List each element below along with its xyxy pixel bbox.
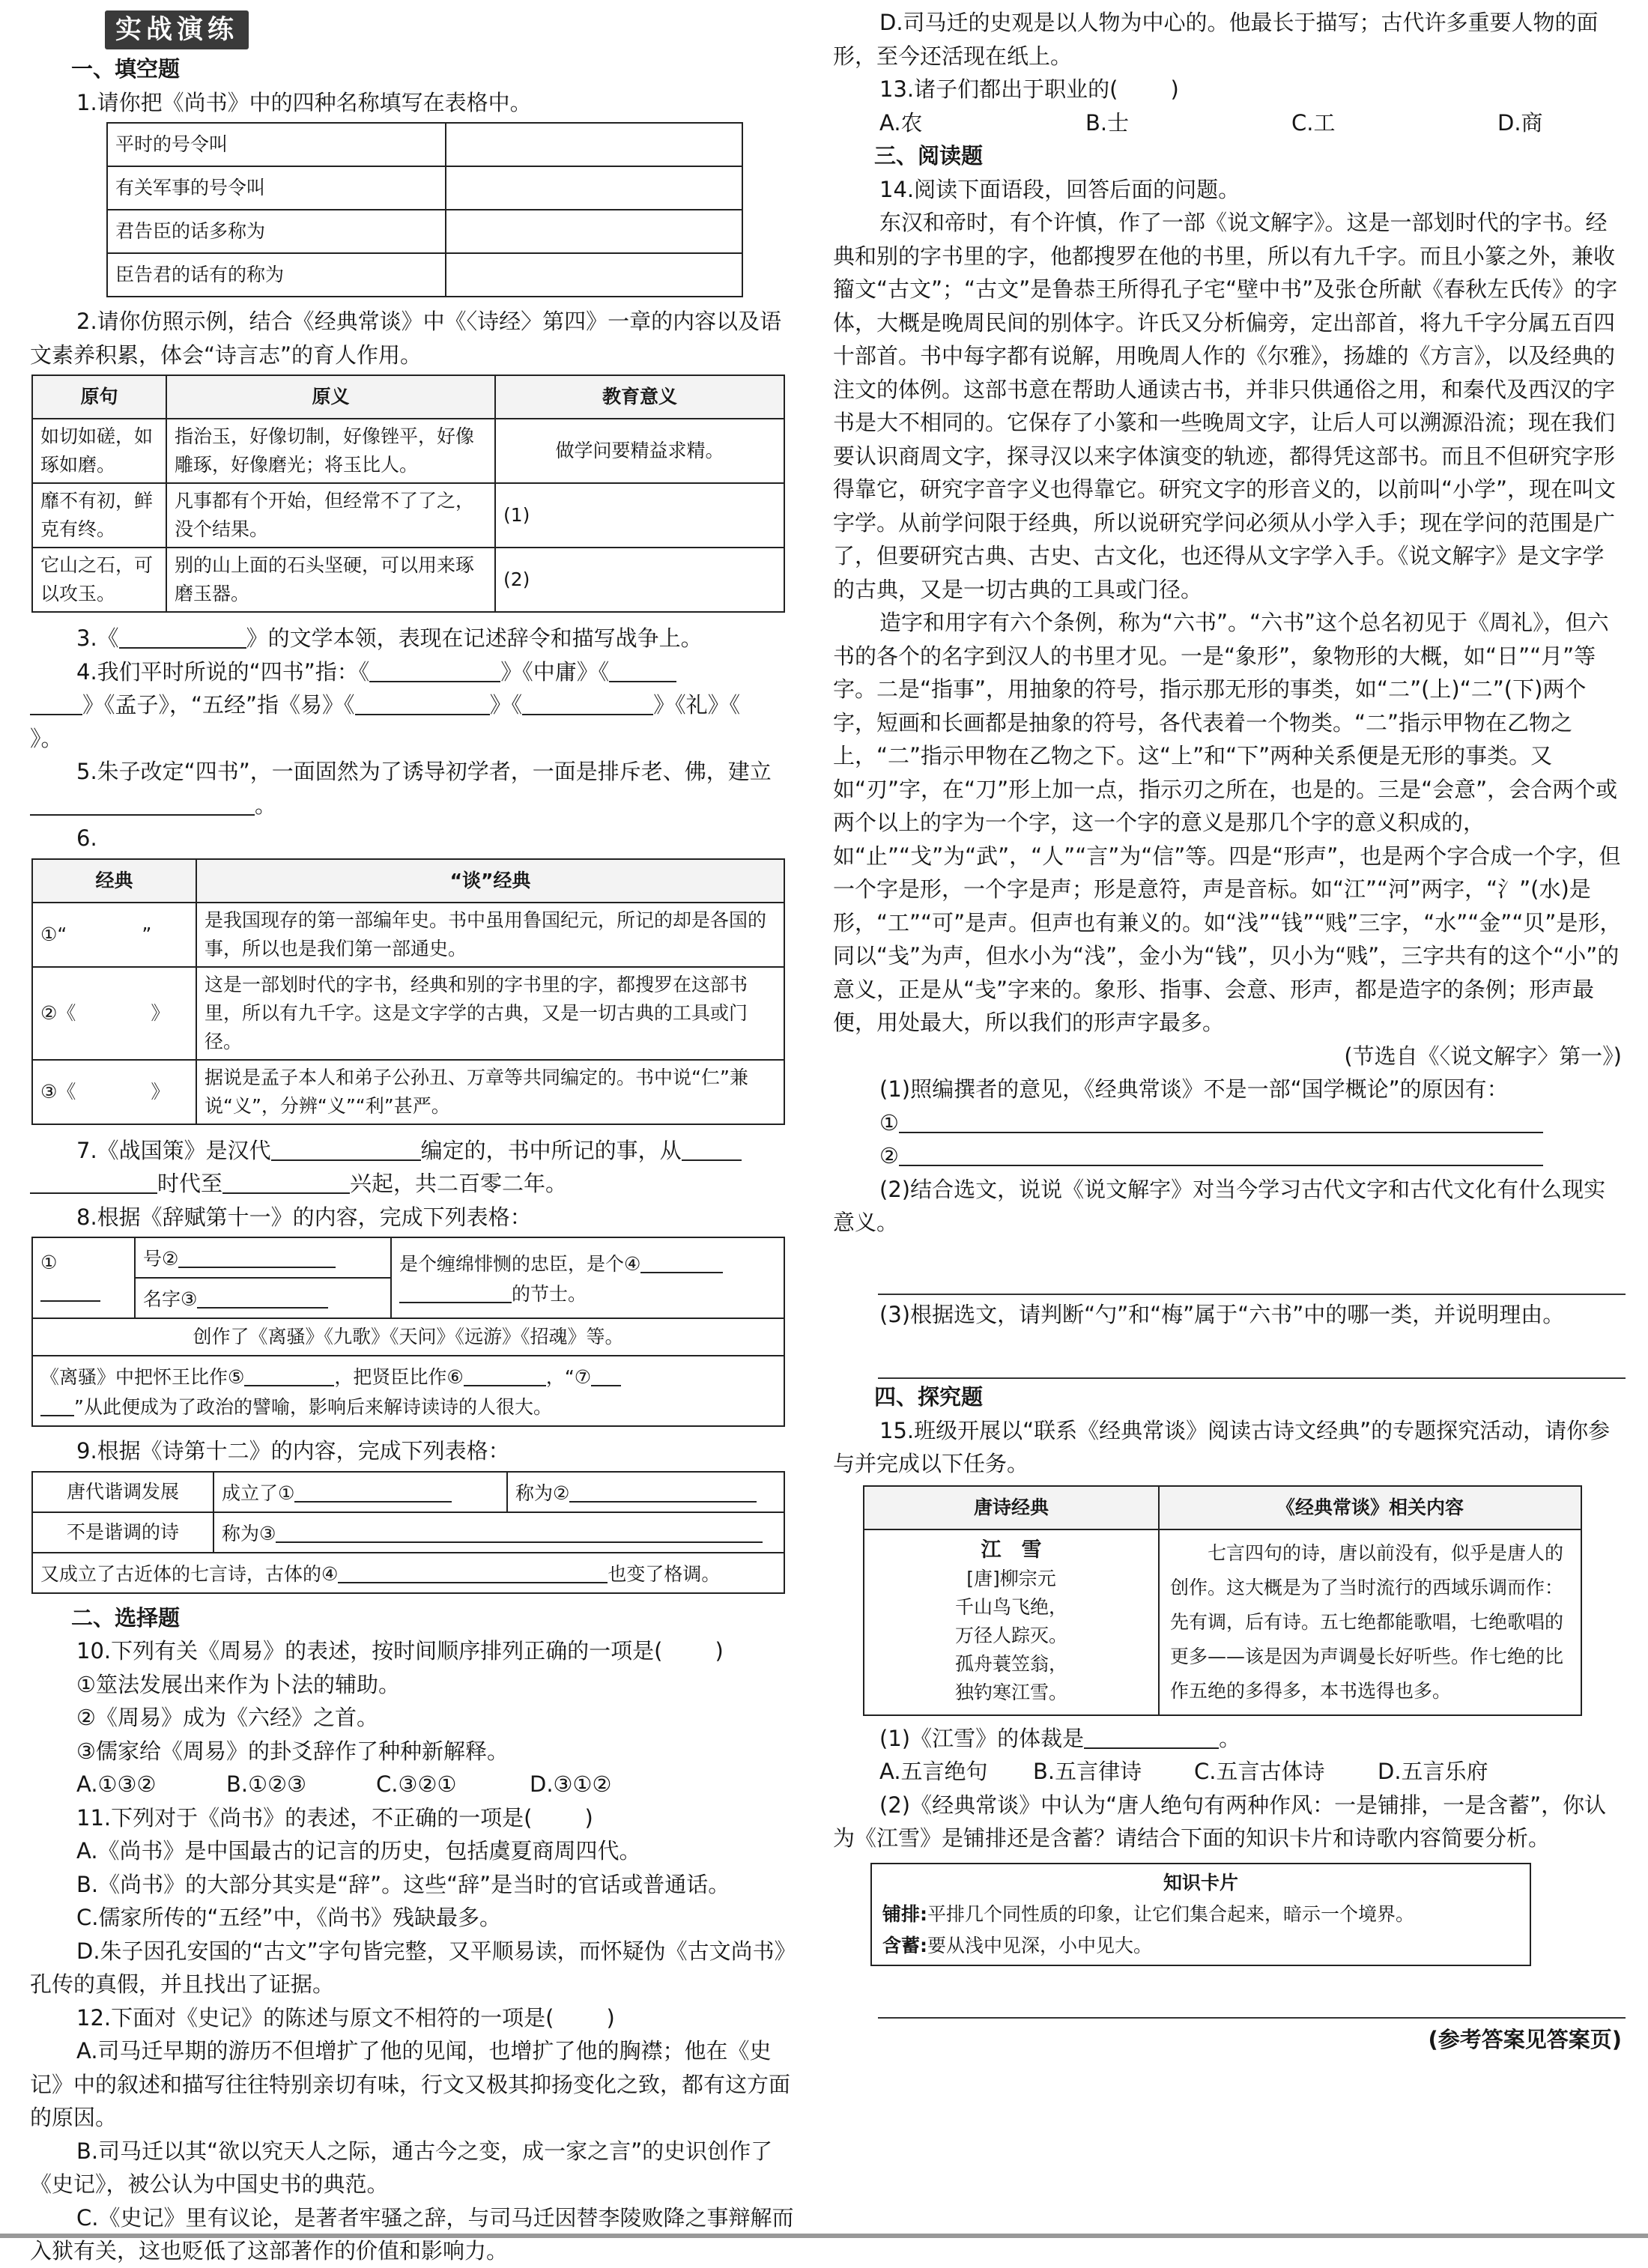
q12-close: ): [606, 2004, 615, 2031]
poem-title: 江 雪: [981, 1538, 1042, 1562]
table-row: [107, 253, 742, 297]
subquestion-14-1: (1)照编撰者的意见，《经典常谈》不是一部“国学概论”的原因有：: [879, 1076, 1509, 1102]
cell-meaning: 别的山上面的石头坚硬，可以用来琢磨玉器。: [166, 548, 495, 612]
q4-text-a: 4.我们平时所说的“四书”指：《: [76, 658, 370, 685]
q4-text-d: 》《: [489, 692, 523, 718]
q4-text-b: 》《中庸》《: [500, 658, 610, 685]
cell-description: 据说是孟子本人和弟子公孙丑、万章等共同编定的。书中说“仁”兼说“义”，分辨“义”“利”甚严。: [196, 1060, 784, 1124]
choice-c[interactable]: C.《史记》里有议论，是著者牢骚之辞，与司马迁因替李陵败降之事辩解而入狱有关，这也贬低了这部著作的价值和影响力。: [30, 2204, 794, 2264]
question-3: [30, 622, 798, 655]
answer-blank[interactable]: [591, 1361, 621, 1386]
column-header: 《经典常谈》相关内容: [1159, 1486, 1581, 1529]
column-header: 教育意义: [495, 375, 784, 419]
row-label: 臣告君的话有的称为: [107, 253, 446, 297]
question-6: 6.: [76, 825, 97, 851]
q11-stem: 11.下列对于《尚书》的表述，不正确的一项是(: [76, 1804, 533, 1831]
question-5: [30, 755, 798, 822]
sq1-text-a: (1)《江雪》的体裁是: [879, 1725, 1085, 1751]
question-9: 9.根据《诗第十二》的内容，完成下列表格：: [76, 1438, 510, 1464]
column-header: 经典: [32, 859, 196, 903]
choice-b[interactable]: B.①②③: [226, 1771, 307, 1797]
poem-line: 独钓寒江雪。: [954, 1681, 1067, 1703]
left-column: [30, 6, 798, 2268]
row-label: 有关军事的号令叫: [107, 166, 446, 210]
cell-original: 如切如磋，如琢如磨。: [32, 419, 166, 483]
cell-lisao: [32, 1356, 784, 1426]
answer-blank[interactable]: [40, 1276, 100, 1302]
cell-classic-answer[interactable]: ①“ ”: [32, 903, 196, 967]
answer-line-2: [833, 1139, 1626, 1173]
answer-blank[interactable]: [119, 623, 246, 649]
marker-2: ②: [879, 1143, 899, 1168]
cell-education-answer[interactable]: (1): [495, 483, 784, 548]
question-7: [30, 1134, 798, 1201]
label-mingzi: 名字③: [143, 1288, 198, 1310]
q4-text-f: 》。: [30, 725, 63, 751]
answer-blank[interactable]: [1084, 1723, 1219, 1749]
label-loyal: 是个缠绵悱恻的忠臣，是个④: [399, 1253, 641, 1275]
table-row: [32, 903, 784, 967]
answer-blank[interactable]: [355, 690, 490, 715]
table-header-row: [32, 859, 784, 903]
q10-item: ③儒家给《周易》的卦爻辞作了种种新解释。: [76, 1738, 509, 1764]
answer-blank[interactable]: [338, 1558, 608, 1583]
lisao-text-c: ，“⑦: [545, 1366, 592, 1388]
q10-choices: [30, 1768, 798, 1801]
question-4: [30, 655, 798, 756]
question-11: [30, 1801, 798, 1835]
label-hao: 号②: [143, 1248, 179, 1270]
q7-text-b: 编定的，书中所记的事，从: [420, 1137, 682, 1163]
choice-a[interactable]: A.①③②: [76, 1771, 157, 1797]
label-chengwei-3: 称为③: [222, 1522, 276, 1544]
q12-stem: 12.下面对《史记》的陈述与原文不相符的一项是(: [76, 2004, 554, 2031]
cell-mingzi: [135, 1278, 391, 1318]
table-row: [32, 1553, 784, 1593]
card-label: 铺排:: [882, 1902, 927, 1925]
cell-name-answer[interactable]: [32, 1237, 135, 1318]
subquestion-15-1: [833, 1722, 1626, 1756]
lisao-text-d: ”从此便成为了政治的譬喻，影响后来解诗读诗的人很大。: [74, 1396, 552, 1418]
question-14: 14.阅读下面语段，回答后面的问题。: [879, 176, 1240, 202]
table-row: [32, 419, 784, 483]
table-header-row: [864, 1486, 1581, 1529]
sq1-text-b: 。: [1219, 1725, 1241, 1751]
choice-a[interactable]: A.司马迁早期的游历不但增扩了他的见闻，也增扩了他的胸襟；他在《史记》中的叙述和描写往往特别亲切有味，行文又极其抑扬变化之致，都有这方面的原因。: [30, 2038, 791, 2130]
question-15: 15.班级开展以“联系《经典常谈》阅读古诗文经典”的专题探究活动，请你参与并完成以下任务。: [833, 1417, 1611, 1476]
q10-item: ①筮法发展出来作为卜法的辅助。: [76, 1671, 400, 1697]
table-row: [32, 548, 784, 612]
answer-blank[interactable]: [369, 657, 500, 682]
subquestion-14-3: (3)根据选文，请判断“勺”和“梅”属于“六书”中的哪一类，并说明理由。: [879, 1301, 1565, 1327]
table-row: [107, 210, 742, 253]
section-title-tag: 实战演练: [105, 10, 249, 49]
shijing-table: [31, 375, 785, 613]
marker-1: ①: [879, 1109, 899, 1135]
choice-b[interactable]: B.司马迁以其“欲以究天人之际，通古今之变，成一家之言”的史识创作了《史记》，被公认为中国史书的典范。: [30, 2138, 773, 2197]
choice-a[interactable]: A.农: [879, 109, 923, 136]
answer-cell[interactable]: [446, 123, 742, 166]
q10-item: ②《周易》成为《六经》之首。: [76, 1705, 378, 1730]
choice-b[interactable]: B.五言律诗: [1033, 1759, 1142, 1784]
answer-blank[interactable]: [30, 1168, 157, 1194]
page-bottom-rule: [0, 2234, 1648, 2238]
cell-label: 唐代谐调发展: [32, 1472, 213, 1512]
question-8: 8.根据《辞赋第十一》的内容，完成下列表格：: [76, 1204, 532, 1230]
choice-c[interactable]: C.五言古体诗: [1194, 1759, 1325, 1784]
table-row: [32, 1237, 784, 1278]
q13-stem: 13.诸子们都出于职业的(: [879, 76, 1118, 102]
answer-blank[interactable]: [682, 1135, 742, 1161]
q10-close: ): [715, 1638, 724, 1664]
answer-blank[interactable]: [222, 1168, 350, 1194]
poem-author: [唐]柳宗元: [966, 1567, 1056, 1589]
answer-blank[interactable]: [399, 1278, 512, 1303]
answer-blank[interactable]: [30, 790, 255, 816]
cell-description: 这是一部划时代的字书，经典和别的字书里的字，都搜罗在这部书里，所以有九千字。这是文字学的古典，又是一切古典的工具或门径。: [196, 967, 784, 1060]
question-12: [30, 2001, 798, 2035]
qiyan-text-b: 也变了格调。: [608, 1562, 721, 1585]
answer-blank[interactable]: [522, 690, 653, 715]
cell-works: 创作了《离骚》《九歌》《天问》《远游》《招魂》等。: [32, 1318, 784, 1356]
q5-text-a: 5.朱子改定“四书”，一面固然为了诱导初学者，一面是排斥老、佛，建立: [76, 759, 772, 784]
choice-a[interactable]: A.《尚书》是中国最古的记言的历史，包括虞夏商周四代。: [76, 1838, 641, 1864]
answer-line-1: [833, 1106, 1626, 1140]
section-heading-fill-in: 一、填空题: [71, 56, 181, 82]
table-row: [32, 1512, 784, 1553]
answer-blank[interactable]: [197, 1283, 328, 1309]
cell-education: 做学问要精益求精。: [495, 419, 784, 483]
choice-b[interactable]: B.士: [1085, 109, 1130, 136]
cell-qiyan: [32, 1553, 784, 1593]
cell-blank-2: [507, 1472, 784, 1512]
choice-c[interactable]: C.③②①: [376, 1771, 457, 1797]
q7-text-d: 兴起，共二百零二年。: [350, 1171, 568, 1196]
q3-text-b: 》的文学本领，表现在记述辞令和描写战争上。: [246, 625, 703, 651]
card-pupai: [882, 1899, 1519, 1930]
answer-blank[interactable]: [899, 1141, 1543, 1166]
q3-text-a: 3.《: [76, 625, 119, 651]
reading-paragraph-1: 东汉和帝时，有个许慎，作了一部《说文解字》。这是一部划时代的字书。经典和别的字书里的字，他都搜罗在他的书里，所以有九千字。而且小篆之外，兼收籀文“古文”；“古文”是鲁恭王所得孔子宅“壁中书”及张仓所献《春秋左氏传》的字体，大概是晚周民间的别体字。许氏又分析偏旁，定出部首，将九千字分属五百四十部首。书中每字都有说解，用晚周人作的《尔雅》，扬雄的《方言》，以及经典的注文的体例。这部书意在帮助人通读古书，并非只供通俗之用，和秦代及西汉的字书是大不相同的。它保存了小篆和一些晚周文字，让后人可以溯源沿流；现在我们要认识商周文字，探寻汉以来字体演变的轨迹，都得凭这部书。而且不但研究字形得靠它，研究字音字义也得靠它。研究文字的形音义的，以前叫“小学”，现在叫文字学。从前学问限于经典，所以说研究学问必须从小学入手；现在学问的范围是广了，但要研究古典、古史、古文化，也还得从文字学入手。《说文解字》是文字学的古典，又是一切古典的工具或门径。: [833, 210, 1618, 602]
cell-hao: [135, 1237, 391, 1278]
table-row: [107, 166, 742, 210]
cell-education-answer[interactable]: (2): [495, 548, 784, 612]
answer-line[interactable]: [878, 1346, 1626, 1379]
label-jie: 的节士。: [512, 1283, 587, 1305]
table-row: [32, 1318, 784, 1356]
cell-meaning: 指治玉，好像切制，好像锉平，好像雕琢，好像磨光；将玉比人。: [166, 419, 495, 483]
choice-d[interactable]: D.③①②: [530, 1771, 612, 1797]
section-heading-choice: 二、选择题: [71, 1604, 181, 1631]
label-chengli: 成立了①: [222, 1482, 295, 1504]
cell-label: 不是谐调的诗: [32, 1512, 213, 1553]
card-title: 知识卡片: [1163, 1871, 1238, 1893]
answer-blank[interactable]: [899, 1108, 1543, 1133]
table-header-row: [32, 375, 784, 419]
column-header: 唐诗经典: [864, 1486, 1159, 1529]
label-circle-1: ①: [40, 1252, 58, 1273]
question-2: 2.请你仿照示例，结合《经典常谈》中《〈诗经〉第四》一章的内容以及语文素养积累，体会“诗言志”的育人作用。: [30, 309, 782, 368]
cell-classic-answer[interactable]: ②《 》: [32, 967, 196, 1060]
choice-c[interactable]: C.儒家所传的“五经”中，《尚书》残缺最多。: [76, 1905, 502, 1930]
table-row: [32, 967, 784, 1060]
q5-text-b: 。: [255, 792, 277, 818]
column-header: “谈”经典: [196, 859, 784, 903]
subquestion-15-2: (2)《经典常谈》中认为“唐人绝句有两种作风：一是铺排，一是含蓄”，你认为《江雪》是铺排还是含蓄？请结合下面的知识卡片和诗歌内容简要分析。: [833, 1792, 1607, 1851]
q7-text-a: 7.《战国策》是汉代: [76, 1137, 271, 1163]
poem-cell: [864, 1529, 1159, 1715]
answer-cell[interactable]: [446, 166, 742, 210]
answer-blank[interactable]: [569, 1477, 757, 1503]
qiyan-text-a: 又成立了古近体的七言诗，古体的④: [40, 1562, 339, 1585]
poem-line: 孤舟蓑笠翁，: [954, 1652, 1067, 1675]
q13-choices: [833, 106, 1626, 140]
choice-a[interactable]: A.五言绝句: [879, 1759, 988, 1784]
cell-blank-3: [213, 1512, 784, 1553]
classics-table: [31, 858, 785, 1125]
table-row: [32, 1356, 784, 1426]
answer-blank[interactable]: [276, 1517, 763, 1543]
question-10: [30, 1634, 798, 1668]
answer-blank[interactable]: [40, 1391, 74, 1416]
cifu-table: [31, 1237, 785, 1427]
cell-classic-answer[interactable]: ③《 》: [32, 1060, 196, 1124]
column-header: 原句: [32, 375, 166, 419]
reading-paragraph-2: 造字和用字有六个条例，称为“六书”。“六书”这个总名初见于《周礼》，但六书的各个的名字到汉人的书里才见。一是“象形”，象物形的大概，如“日”“月”等字。二是“指事”，用抽象的符号，指示那无形的事类，如“二”(上)“二”(下)两个字，短画和长画都是抽象的符号，各代表着一个物类。“二”指示甲物在乙物之上，“二”指示甲物在乙物之下。这“上”和“下”两种关系便是无形的事类。又如“刃”字，在“刀”形上加一点，指示刃之所在，也是的。三是“会意”，会合两个或两个以上的字为一个字，这一个字的意义是那几个字的意义积成的，如“止”“戈”为“武”，“人”“言”为“信”等。四是“形声”，也是两个字合成一个字，但一个字是形，一个字是声；形是意符，声是音标。如“江”“河”两字，“氵”(水)是形，“工”“可”是声。但声也有兼义的。如“浅”“钱”“贱”三字，“水”“金”“贝”是形，同以“戋”为声，但水小为“浅”，金小为“钱”，贝小为“贱”，三字共有的这个“小”的意义，正是从“戋”字来的。象形、指事、会意、形声，都是造字的条例；形声最便，用处最大，所以我们的形声字最多。: [833, 610, 1622, 1035]
table-row: [32, 1060, 784, 1124]
card-text: 要从浅中见深，小中见大。: [927, 1934, 1153, 1956]
answer-blank[interactable]: [640, 1248, 723, 1273]
cell-blank-1: [213, 1472, 507, 1512]
subquestion-14-2: (2)结合选文，说说《说文解字》对当今学习古代文字和古代文化有什么现实意义。: [833, 1176, 1606, 1235]
shangshu-table: [106, 122, 743, 297]
answer-blank[interactable]: [244, 1361, 334, 1386]
section-heading-reading: 三、阅读题: [874, 143, 984, 169]
card-text: 平排几个同性质的印象，让它们集合起来，暗示一个境界。: [927, 1902, 1415, 1925]
q4-text-e: 》《礼》《: [653, 692, 741, 718]
choice-b[interactable]: B.《尚书》的大部分其实是“辞”。这些“辞”是当时的官话或普通话。: [76, 1871, 730, 1897]
answer-blank[interactable]: [609, 657, 676, 682]
answer-blank[interactable]: [30, 690, 82, 715]
section-heading-inquiry: 四、探究题: [874, 1384, 984, 1410]
label-chengwei-2: 称为②: [515, 1482, 570, 1504]
row-label: 平时的号令叫: [107, 123, 446, 166]
poem-line: 千山鸟飞绝，: [954, 1595, 1067, 1618]
cell-original: 它山之石，可以攻玉。: [32, 548, 166, 612]
q7-text-c: 时代至: [157, 1171, 223, 1196]
row-label: 君告臣的话多称为: [107, 210, 446, 253]
choice-d[interactable]: D.朱子因孔安国的“古文”字句皆完整，又平顺易读，而怀疑伪《古文尚书》孔传的真假，并且找出了证据。: [30, 1938, 796, 1997]
choice-d[interactable]: D.司马迁的史观是以人物为中心的。他最长于描写；古代许多重要人物的面形，至今还活现在纸上。: [833, 10, 1599, 69]
right-column: [833, 6, 1626, 2056]
cell-loyal-minister: [391, 1237, 784, 1318]
table-row: [864, 1529, 1581, 1715]
shi-table: [31, 1471, 785, 1594]
answer-blank[interactable]: [178, 1243, 336, 1268]
card-hanxu: [882, 1930, 1519, 1962]
answer-blank[interactable]: [464, 1361, 546, 1386]
cell-original: 靡不有初，鲜克有终。: [32, 483, 166, 548]
table-row: [32, 483, 784, 548]
choice-d[interactable]: D.五言乐府: [1378, 1759, 1488, 1784]
q13-close: ): [1170, 76, 1179, 102]
answer-reference-note: (参考答案见答案页): [1428, 2026, 1622, 2052]
answer-line[interactable]: [878, 1262, 1626, 1295]
cell-description: 是我国现存的第一部编年史。书中虽用鲁国纪元，所记的却是各国的事，所以也是我们第一部通史。: [196, 903, 784, 967]
commentary-cell: 七言四句的诗，唐以前没有，似乎是唐人的创作。这大概是为了当时流行的西域乐调而作：先有调，后有诗。五七绝都能歌唱，七绝歌唱的更多——该是因为声调曼长好听些。作七绝的比作五绝的多得多，本书选得也多。: [1159, 1529, 1581, 1715]
reading-source: (节选自《〈说文解字〉第一》): [1344, 1043, 1622, 1069]
answer-cell[interactable]: [446, 253, 742, 297]
choice-d[interactable]: D.商: [1497, 109, 1543, 136]
cell-meaning: 凡事都有个开始，但经常不了了之，没个结果。: [166, 483, 495, 548]
answer-blank[interactable]: [271, 1135, 421, 1161]
q10-stem: 10.下列有关《周易》的表述，按时间顺序排列正确的一项是(: [76, 1638, 663, 1664]
column-header: 原义: [166, 375, 495, 419]
poem-line: 万径人踪灭。: [954, 1624, 1067, 1646]
table-row: [107, 123, 742, 166]
answer-blank[interactable]: [294, 1477, 452, 1503]
question-13: [833, 73, 1626, 106]
answer-cell[interactable]: [446, 210, 742, 253]
lisao-text-b: ，把贤臣比作⑥: [334, 1366, 464, 1388]
tang-poem-table: [863, 1485, 1582, 1716]
answer-line[interactable]: [878, 1986, 1626, 2019]
q15-choices: [833, 1755, 1626, 1789]
choice-c[interactable]: C.工: [1291, 109, 1336, 136]
card-label: 含蓄:: [882, 1934, 927, 1956]
lisao-text-a: 《离骚》中把怀王比作⑤: [40, 1366, 245, 1388]
knowledge-card: [870, 1863, 1531, 1966]
q4-text-c: 》《孟子》，“五经”指《易》《: [82, 692, 355, 718]
table-row: [32, 1472, 784, 1512]
q11-close: ): [584, 1804, 593, 1831]
question-1: 1.请你把《尚书》中的四种名称填写在表格中。: [76, 89, 532, 115]
